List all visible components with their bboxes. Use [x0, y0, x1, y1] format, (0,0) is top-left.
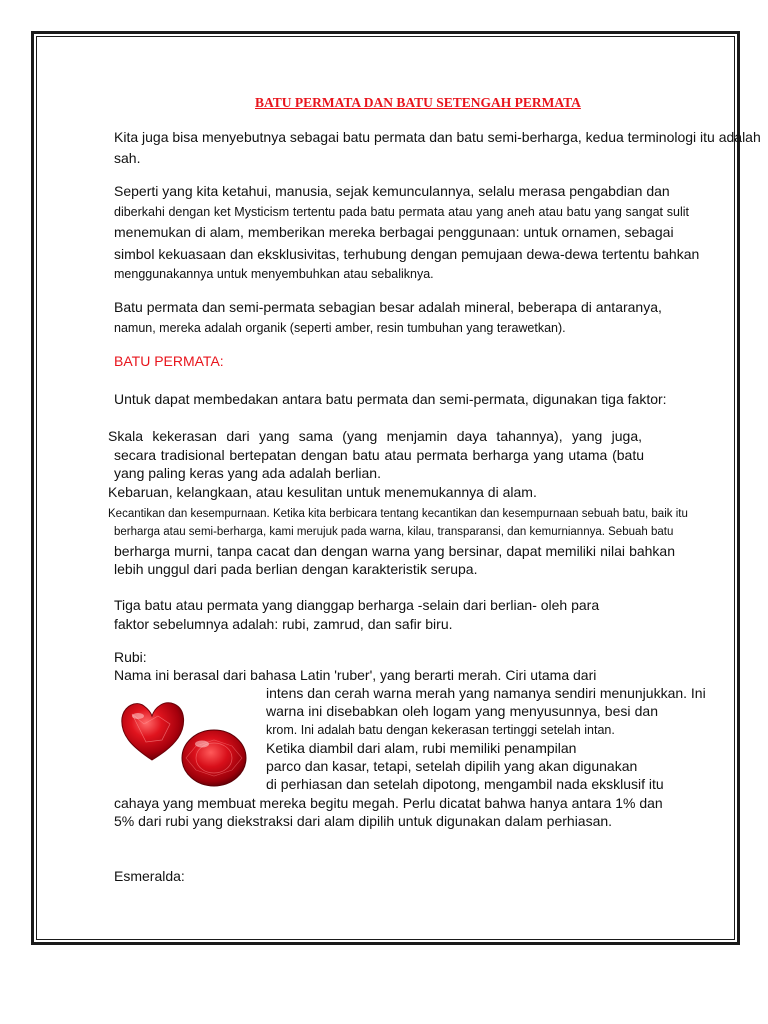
bullet3-line-1: Kecantikan dan kesempurnaan. Ketika kita berbicara tentang kecantikan dan kesempurnaan sebuah batu, baik itu [108, 508, 688, 520]
intro-line-2: sah. [114, 150, 141, 166]
rubi-heading: Rubi: [114, 649, 147, 665]
intro-line-1: Kita juga bisa menyebutnya sebagai batu permata dan batu semi-berharga, kedua terminologi itu adalah [114, 129, 761, 145]
para3-line-1: Tiga batu atau permata yang dianggap berharga -selain dari berlian- oleh para [114, 597, 600, 613]
rubi-line-2: intens dan cerah warna merah yang namanya sendiri menunjukkan. Ini [266, 685, 706, 701]
esmeralda-heading: Esmeralda: [114, 868, 185, 884]
document-title: BATU PERMATA DAN BATU SETENGAH PERMATA [255, 95, 581, 110]
rubi-line-4: krom. Ini adalah batu dengan kekerasan tertinggi setelah intan. [266, 723, 615, 737]
bullet1-line-2: secara tradisional bertepatan dengan batu atau permata berharga yang utama (batu [114, 447, 644, 463]
para1-line-1: Seperti yang kita ketahui, manusia, sejak kemunculannya, selalu merasa pengabdian dan [114, 183, 670, 199]
rubi-line-5: Ketika diambil dari alam, rubi memiliki penampilan [266, 740, 577, 756]
rubi-line-8: cahaya yang membuat mereka begitu megah. Perlu dicatat bahwa hanya antara 1% dan [114, 795, 663, 811]
section-heading-batu-permata: BATU PERMATA: [114, 353, 224, 369]
rubi-line-6: parco dan kasar, tetapi, setelah dipilih yang akan digunakan [266, 758, 638, 774]
para3-line-2: faktor sebelumnya adalah: rubi, zamrud, dan safir biru. [114, 616, 453, 632]
ruby-gemstones-image [114, 694, 254, 790]
para1-line-2: diberkahi dengan ket Mysticism tertentu pada batu permata atau yang aneh atau batu yang sangat sulit [114, 205, 689, 219]
bullet3-line-4: lebih unggul dari pada berlian dengan karakteristik serupa. [114, 561, 478, 577]
para1-line-5: menggunakannya untuk menyembuhkan atau sebaliknya. [114, 267, 434, 281]
rubi-line-3: warna ini disebabkan oleh logam yang menyusunnya, besi dan [266, 703, 658, 719]
bullet1-line-3: yang paling keras yang ada adalah berlian. [114, 465, 381, 481]
bullet2-line-1: Kebaruan, kelangkaan, atau kesulitan untuk menemukannya di alam. [108, 484, 537, 500]
bullet3-line-3: berharga murni, tanpa cacat dan dengan warna yang bersinar, dapat memiliki nilai bahkan [114, 543, 675, 559]
bullet1-line-1: Skala kekerasan dari yang sama (yang menjamin daya tahannya), yang juga, [108, 428, 642, 444]
rubi-line-1: Nama ini berasal dari bahasa Latin 'ruber', yang berarti merah. Ciri utama dari [114, 667, 597, 683]
rubi-line-7: di perhiasan dan setelah dipotong, mengambil nada eksklusif itu [266, 776, 664, 792]
factors-intro: Untuk dapat membedakan antara batu permata dan semi-permata, digunakan tiga faktor: [114, 391, 667, 407]
para1-line-3: menemukan di alam, memberikan mereka berbagai penggunaan: untuk ornamen, sebagai [114, 224, 674, 240]
para2-line-2: namun, mereka adalah organik (seperti amber, resin tumbuhan yang terawetkan). [114, 321, 566, 335]
oval-ruby [182, 730, 246, 786]
heart-ruby [122, 703, 184, 760]
bullet3-line-2: berharga atau semi-berharga, kami merujuk pada warna, kilau, transparansi, dan kemurniannya. Sebuah batu [114, 526, 674, 538]
para1-line-4: simbol kekuasaan dan eksklusivitas, terhubung dengan pemujaan dewa-dewa tertentu bahkan [114, 246, 700, 262]
para2-line-1: Batu permata dan semi-permata sebagian besar adalah mineral, beberapa di antaranya, [114, 299, 662, 315]
rubi-line-9: 5% dari rubi yang diekstraksi dari alam dipilih untuk digunakan dalam perhiasan. [114, 813, 613, 829]
